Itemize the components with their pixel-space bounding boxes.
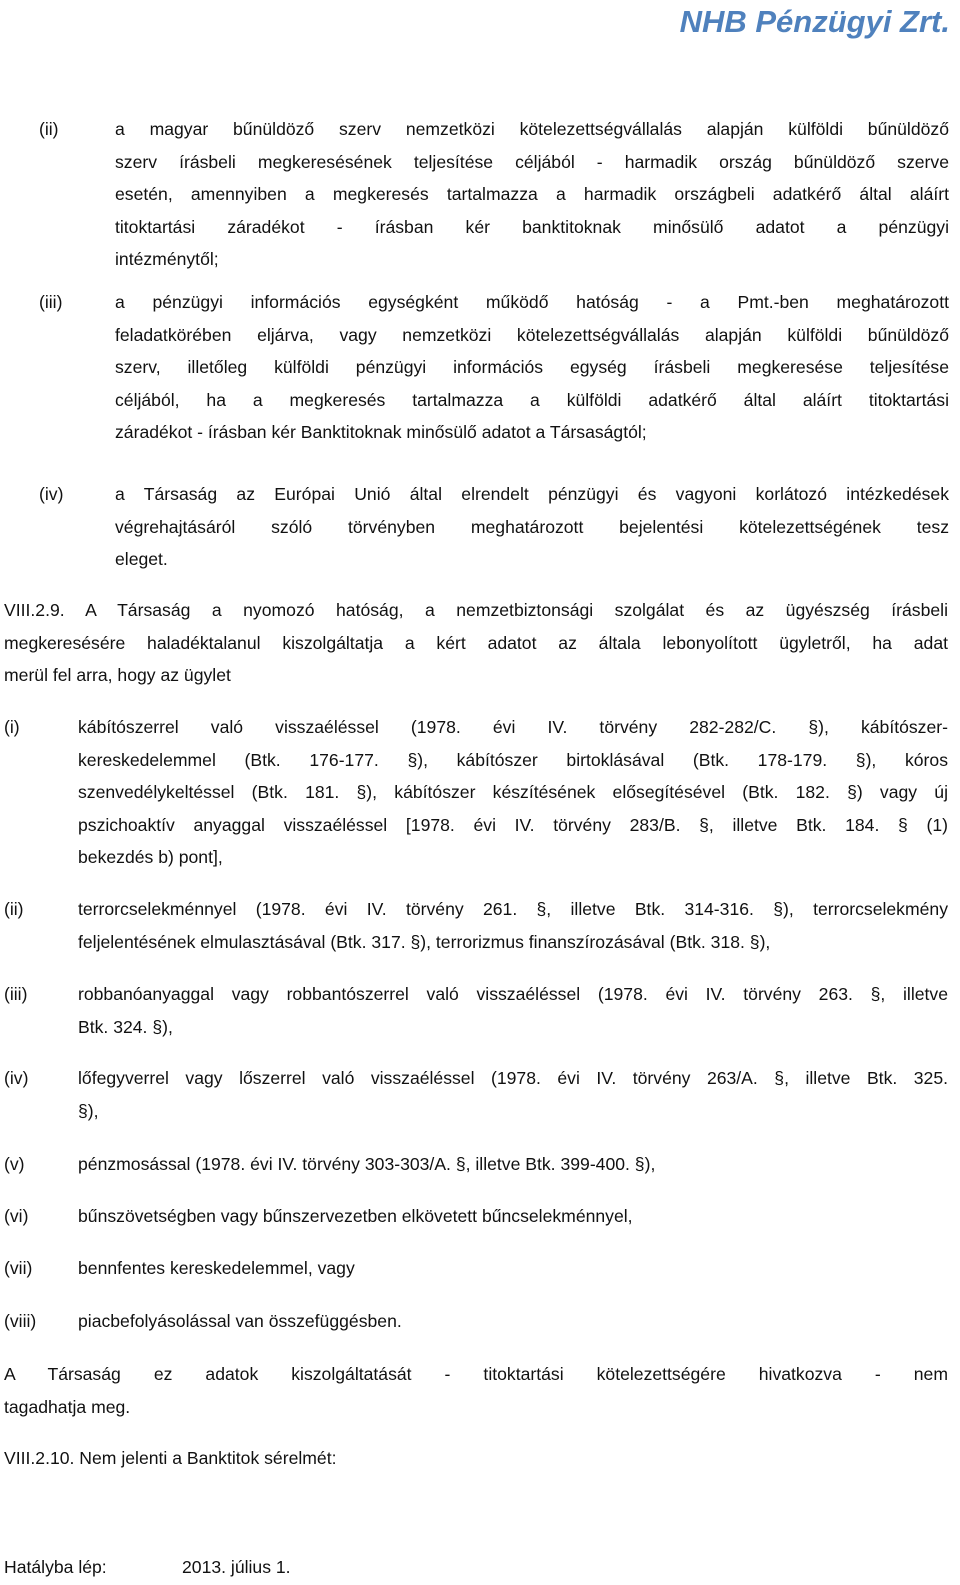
section-viii-2-9: VIII.2.9. A Társaság a nyomozó hatóság, a nemzetbiztonsági szolgálat és az ügyészség írásbeli megkeresésére haladéktalanul kiszolgáltatja a kért adatot az általa lebonyolított ügyletről, ha adat merül fel arra, hogy az ügylet — [4, 600, 948, 685]
section-viii-2-10: VIII.2.10. Nem jelenti a Banktitok sérelmét: — [4, 1448, 337, 1468]
list-item-label: (iii) — [39, 292, 63, 312]
list-item-text: a pénzügyi információs egységként működő hatóság - a Pmt.-ben meghatározott feladatkörében eljárva, vagy nemzetközi kötelezettségvállalás alapján külföldi bűnüldöző szerv, illetőleg külföldi pénzügyi információs egység írásbeli megkeresése teljesítése céljából, ha a megkeresés tartalmazza a külföldi adatkérő által aláírt titoktartási záradékot - írásban kér Banktitoknak minősülő adatot a Társaságtól; — [115, 292, 949, 442]
list-item-label: (vi) — [4, 1206, 29, 1226]
list-item-label: (v) — [4, 1154, 25, 1174]
list-item-text: a magyar bűnüldöző szerv nemzetközi kötelezettségvállalás alapján külföldi bűnüldöző szerv írásbeli megkeresésének teljesítése céljából - harmadik ország bűnüldöző szerve esetén, amennyiben a megkeresés tartalmazza a harmadik országbeli adatkérő által aláírt titoktartási záradékot - írásban kér banktitoknak minősülő adatot a pénzügyi intézménytől; — [115, 119, 949, 269]
list-item-label: (iii) — [4, 984, 28, 1004]
list-item-text: lőfegyverrel vagy lőszerrel való visszaéléssel (1978. évi IV. törvény 263/A. §, illetve Btk. 325. §), — [78, 1068, 948, 1121]
list-item-text: pénzmosással (1978. évi IV. törvény 303-303/A. §, illetve Btk. 399-400. §), — [78, 1154, 656, 1174]
list-item-label: (ii) — [39, 119, 59, 139]
effective-date — [4, 1551, 291, 1584]
list-item-label: (ii) — [4, 899, 24, 919]
list-item-text: bűnszövetségben vagy bűnszervezetben elkövetett bűncselekménnyel, — [78, 1206, 633, 1226]
company-header: NHB Pénzügyi Zrt. — [679, 4, 950, 39]
list-item-text: bennfentes kereskedelemmel, vagy — [78, 1258, 355, 1278]
effective-date-label: Hatályba lép: — [4, 1557, 107, 1577]
closing-paragraph: A Társaság ez adatok kiszolgáltatását - titoktartási kötelezettségére hivatkozva - nem tagadhatja meg. — [4, 1364, 948, 1417]
list-item-text: terrorcselekménnyel (1978. évi IV. törvény 261. §, illetve Btk. 314-316. §), terrorcselekmény feljelentésének elmulasztásával (Btk. 317. §), terrorizmus finanszírozásával (Btk. 318. §), — [78, 899, 948, 952]
list-item-label: (vii) — [4, 1258, 33, 1278]
effective-date-value: 2013. július 1. — [182, 1557, 291, 1577]
list-item-text: kábítószerrel való visszaéléssel (1978. évi IV. törvény 282-282/C. §), kábítószer- kereskedelemmel (Btk. 176-177. §), kábítószer birtoklásával (Btk. 178-179. §), kóros szenvedélykeltéssel (Btk. 181. §), kábítószer készítésének elősegítésével (Btk. 182. §) vagy új pszichoaktív anyaggal visszaéléssel [1978. évi IV. törvény 283/B. §, illetve Btk. 184. § (1) bekezdés b) pont], — [78, 717, 948, 867]
list-item-text: a Társaság az Európai Unió által elrendelt pénzügyi és vagyoni korlátozó intézkedések végrehajtásáról szóló törvényben meghatározott bejelentési kötelezettségének tesz eleget. — [115, 484, 949, 569]
list-item-label: (iv) — [39, 484, 64, 504]
list-item-text: robbanóanyaggal vagy robbantószerrel való visszaéléssel (1978. évi IV. törvény 263. §, illetve Btk. 324. §), — [78, 984, 948, 1037]
list-item-label: (iv) — [4, 1068, 29, 1088]
list-item-label: (viii) — [4, 1311, 37, 1331]
list-item-text: piacbefolyásolással van összefüggésben. — [78, 1311, 402, 1331]
list-item-label: (i) — [4, 717, 20, 737]
